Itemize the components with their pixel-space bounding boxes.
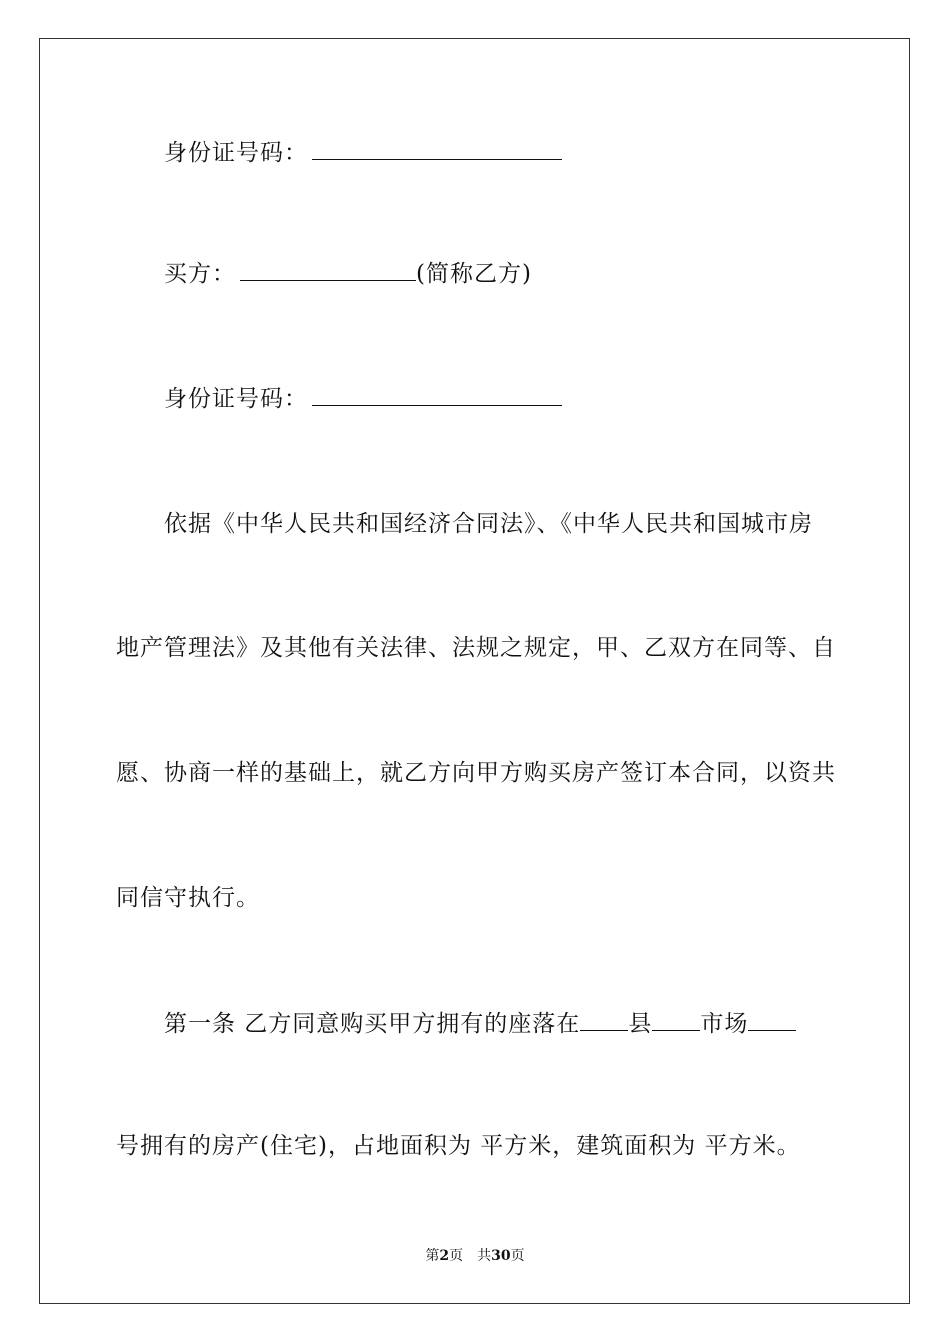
market-label: 市场 [700, 1011, 749, 1037]
paragraph-line: 愿、协商一样的基础上，就乙方向甲方购买房产签订本合同，以资共 [116, 760, 836, 786]
county-blank [580, 1008, 628, 1031]
buyer-id-line [164, 383, 562, 414]
total-prefix: 共 [477, 1248, 492, 1264]
page-number: 2 [439, 1248, 450, 1264]
seller-id-blank [312, 137, 562, 160]
article-1-line-2: 号拥有的房产(住宅)，占地面积为 平方米，建筑面积为 平方米。 [116, 1133, 801, 1159]
buyer-name-blank [240, 258, 416, 281]
seller-id-line [164, 137, 562, 168]
buyer-id-label: 身份证号码： [164, 386, 308, 412]
paragraph-line: 依据《中华人民共和国经济合同法》、《中华人民共和国城市房 [164, 511, 813, 537]
total-suffix: 页 [510, 1248, 525, 1264]
article-1-prefix: 第一条 乙方同意购买甲方拥有的座落在 [164, 1011, 581, 1037]
paragraph-line: 同信守执行。 [116, 885, 260, 911]
page-footer [0, 1247, 950, 1265]
county-label: 县 [628, 1011, 653, 1037]
article-1-line [164, 1008, 796, 1039]
buyer-suffix: (简称乙方) [416, 261, 532, 287]
total-pages: 30 [491, 1248, 511, 1264]
page-prefix: 第 [425, 1248, 440, 1264]
page-border [39, 38, 910, 1304]
buyer-id-blank [312, 383, 562, 406]
number-blank [748, 1008, 796, 1031]
buyer-label: 买方： [164, 261, 236, 287]
market-blank [652, 1008, 700, 1031]
page-suffix: 页 [449, 1248, 464, 1264]
paragraph-line: 地产管理法》及其他有关法律、法规之规定，甲、乙双方在同等、自 [116, 635, 836, 661]
buyer-line [164, 258, 532, 289]
seller-id-label: 身份证号码： [164, 140, 308, 166]
